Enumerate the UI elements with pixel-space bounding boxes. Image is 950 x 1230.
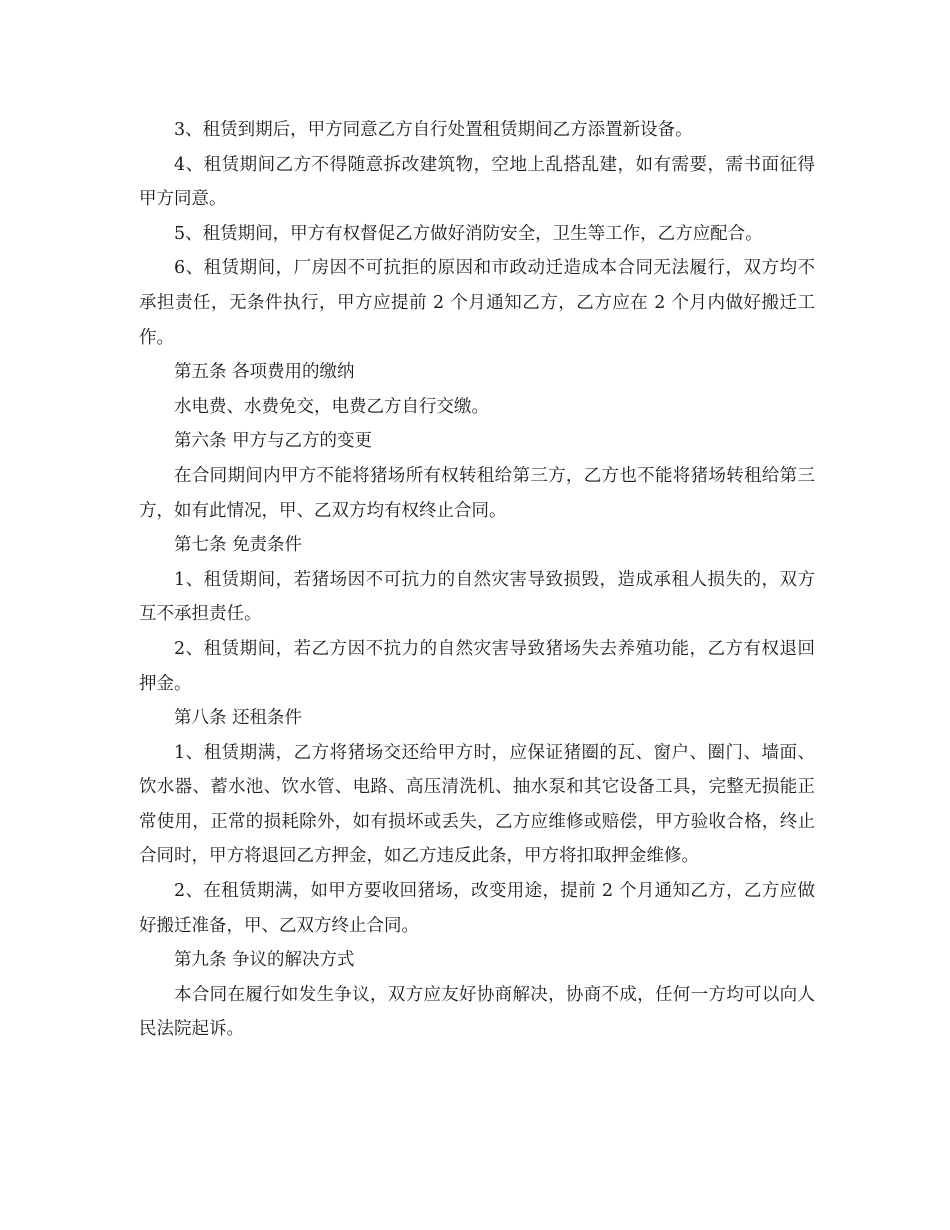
article-heading: 第八条 还租条件: [174, 708, 303, 729]
clause-paragraph: 水电费、水费免交，电费乙方自行交缴。: [174, 396, 489, 417]
article-heading: 第七条 免责条件: [174, 535, 303, 556]
document-page: [139, 113, 815, 1047]
clause-paragraph: 5、租赁期间，甲方有权督促乙方做好消防安全，卫生等工作，乙方应配合。: [174, 223, 763, 244]
clause-paragraph: 4、租赁期间乙方不得随意拆改建筑物，空地上乱搭乱建，如有需要，需书面征得甲方同意。: [139, 154, 815, 210]
article-heading: 第五条 各项费用的缴纳: [174, 362, 355, 383]
clause-paragraph: 本合同在履行如发生争议，双方应友好协商解决，协商不成，任何一方均可以向人民法院起诉。: [139, 984, 815, 1040]
article-heading: 第九条 争议的解决方式: [174, 950, 355, 971]
clause-paragraph: 1、租赁期间，若猪场因不可抗力的自然灾害导致损毁，造成承租人损失的，双方互不承担责任。: [139, 569, 815, 625]
clause-paragraph: 1、租赁期满，乙方将猪场交还给甲方时，应保证猪圈的瓦、窗户、圈门、墙面、饮水器、蓄水池、饮水管、电路、高压清洗机、抽水泵和其它设备工具，完整无损能正常使用，正常的损耗除外，如有损坏或丢失，乙方应维修或赔偿，甲方验收合格，终止合同时，甲方将退回乙方押金，如乙方违反此条，甲方将扣取押金维修。: [139, 742, 815, 867]
clause-paragraph: 2、租赁期间，若乙方因不抗力的自然灾害导致猪场失去养殖功能，乙方有权退回押金。: [139, 638, 815, 694]
clause-paragraph: 6、租赁期间，厂房因不可抗拒的原因和市政动迁造成本合同无法履行，双方均不承担责任，无条件执行，甲方应提前 2 个月通知乙方，乙方应在 2 个月内做好搬迁工作。: [139, 258, 815, 348]
clause-paragraph: 3、租赁到期后，甲方同意乙方自行处置租赁期间乙方添置新设备。: [174, 120, 693, 140]
article-heading: 第六条 甲方与乙方的变更: [174, 431, 373, 452]
clause-paragraph: 2、在租赁期满，如甲方要收回猪场，改变用途，提前 2 个月通知乙方，乙方应做好搬迁准备，甲、乙双方终止合同。: [139, 881, 815, 936]
clause-paragraph: 在合同期间内甲方不能将猪场所有权转租给第三方，乙方也不能将猪场转租给第三方，如有此情况，甲、乙双方均有权终止合同。: [139, 465, 815, 521]
